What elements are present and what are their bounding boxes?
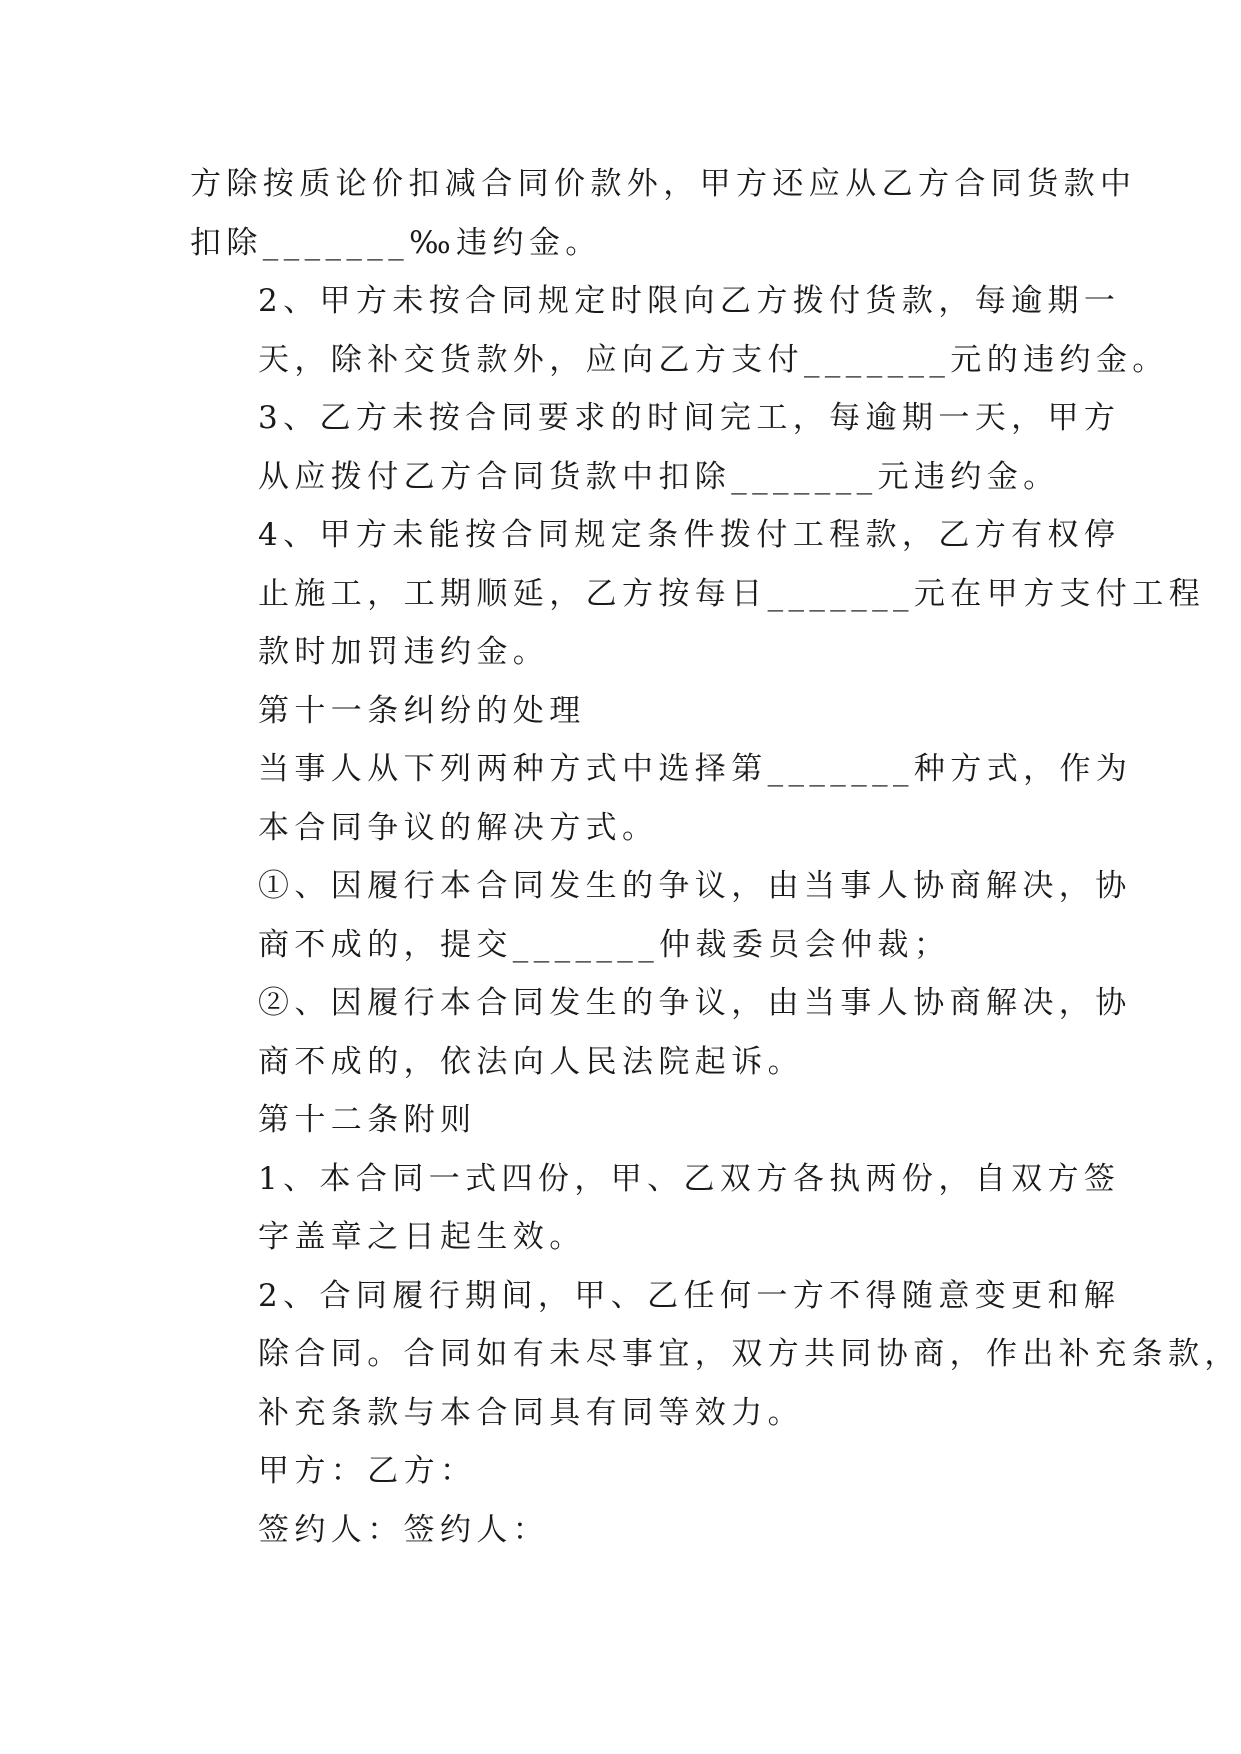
paragraph-line: 3、乙方未按合同要求的时间完工，每逾期一天，甲方 xyxy=(258,400,1121,436)
contract-paragraph xyxy=(190,272,1169,389)
paragraph-line: 4、甲方未能按合同规定条件拨付工程款，乙方有权停 xyxy=(258,517,1121,553)
contract-paragraph xyxy=(190,155,1137,272)
paragraph-line: 1、本合同一式四份，甲、乙双方各执两份，自双方签 xyxy=(258,1160,1121,1197)
contract-paragraph xyxy=(190,857,1132,974)
paragraph-line: 签约人：签约人： xyxy=(258,1511,550,1548)
contract-paragraph xyxy=(190,740,1133,857)
contract-paragraph xyxy=(190,974,1132,1091)
paragraph-line: 商不成的，依法向人民法院起诉。 xyxy=(258,1043,804,1080)
contract-paragraph xyxy=(190,682,1052,741)
paragraph-line: 字盖章之日起生效。 xyxy=(258,1219,586,1255)
contract-paragraph xyxy=(190,389,1121,506)
contract-paragraph xyxy=(190,1442,1052,1501)
paragraph-line: 扣除_______‰违约金。 xyxy=(190,224,602,261)
paragraph-line: 第十一条纠纷的处理 xyxy=(258,692,586,729)
contract-body xyxy=(190,155,1241,1559)
paragraph-line: 2、合同履行期间，甲、乙任何一方不得随意变更和解 xyxy=(258,1277,1121,1314)
paragraph-line: 款时加罚违约金。 xyxy=(258,634,550,670)
paragraph-line: 本合同争议的解决方式。 xyxy=(258,809,659,846)
contract-paragraph xyxy=(190,506,1206,682)
paragraph-line: 甲方：乙方： xyxy=(258,1453,477,1489)
paragraph-line: 商不成的，提交_______仲裁委员会仲裁； xyxy=(258,926,951,963)
contract-paragraph xyxy=(190,1267,1241,1443)
paragraph-line: 第十二条附则 xyxy=(258,1102,477,1138)
paragraph-line: 方除按质论价扣减合同价款外，甲方还应从乙方合同货款中 xyxy=(190,166,1137,202)
contract-paragraph xyxy=(190,1501,1052,1560)
paragraph-line: 当事人从下列两种方式中选择第_______种方式，作为 xyxy=(258,751,1133,787)
contract-paragraph xyxy=(190,1091,1052,1150)
paragraph-line: 补充条款与本合同具有同等效力。 xyxy=(258,1394,804,1431)
paragraph-line: 天，除补交货款外，应向乙方支付_______元的违约金。 xyxy=(258,341,1169,378)
paragraph-line: ①、因履行本合同发生的争议，由当事人协商解决，协 xyxy=(258,868,1132,904)
paragraph-line: ②、因履行本合同发生的争议，由当事人协商解决，协 xyxy=(258,985,1132,1021)
paragraph-line: 2、甲方未按合同规定时限向乙方拨付货款，每逾期一 xyxy=(258,283,1121,319)
paragraph-line: 从应拨付乙方合同货款中扣除_______元违约金。 xyxy=(258,458,1060,495)
paragraph-line: 除合同。合同如有未尽事宜，双方共同协商，作出补充条款， xyxy=(258,1336,1241,1372)
paragraph-line: 止施工，工期顺延，乙方按每日_______元在甲方支付工程 xyxy=(258,575,1206,612)
contract-paragraph xyxy=(190,1150,1121,1267)
